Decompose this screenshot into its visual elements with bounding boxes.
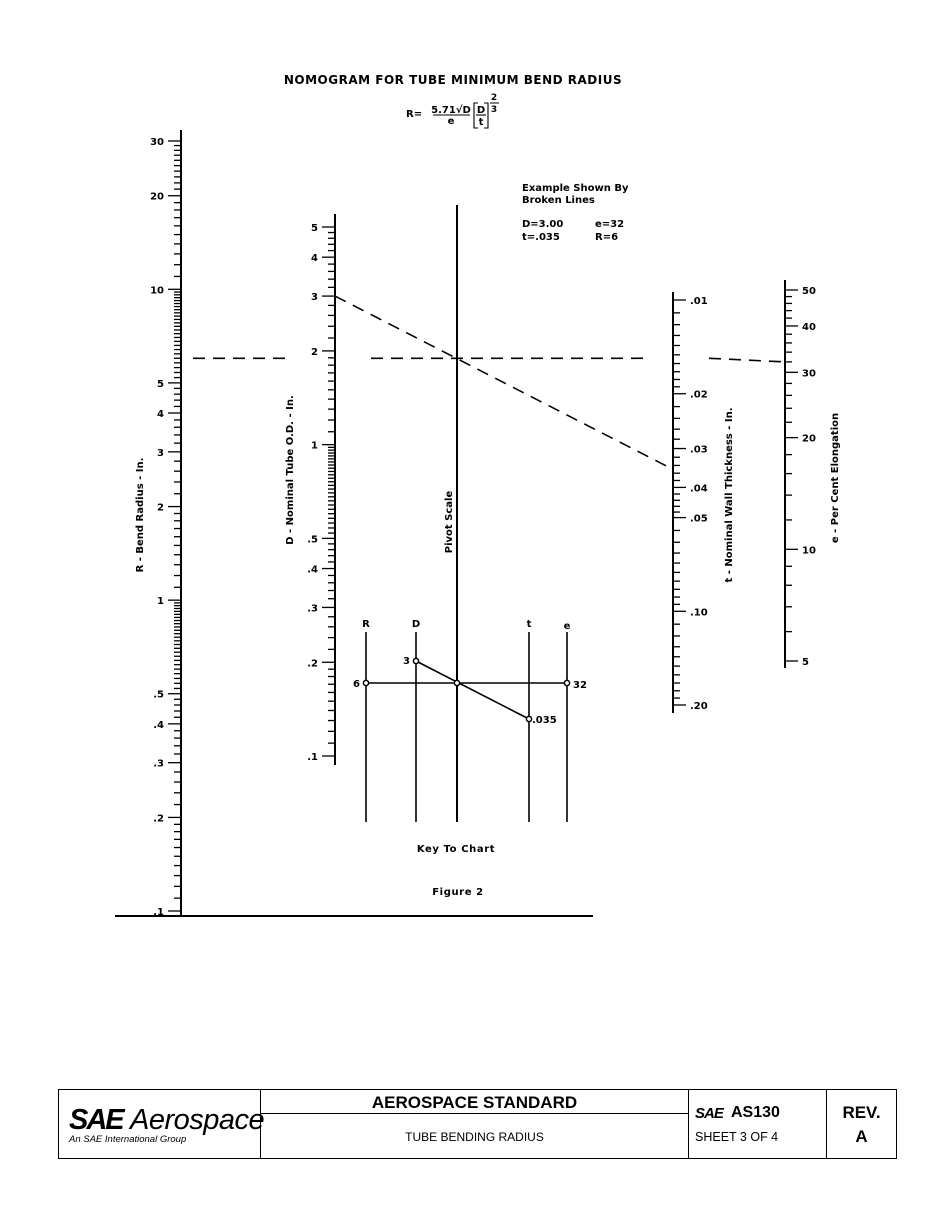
d-scale-ticks — [307, 223, 335, 763]
d-scale-tick-label: 1 — [311, 440, 318, 452]
e-scale-ticks — [785, 286, 816, 668]
r-scale-label: R - Bend Radius - In. — [135, 457, 146, 573]
example-note — [522, 183, 629, 243]
r-scale-tick-label: .1 — [153, 907, 164, 918]
key-to-chart — [353, 619, 587, 855]
t-scale-tick-label: .20 — [690, 701, 708, 712]
revision-cell — [827, 1090, 896, 1158]
d-scale-tick-label: .5 — [307, 534, 318, 546]
d-scale-tick-label: .4 — [307, 564, 318, 576]
d-scale-tick-label: .3 — [307, 603, 318, 615]
r-scale-tick-label: .3 — [153, 758, 164, 770]
example-heading-2: Broken Lines — [522, 195, 595, 206]
sheet-number: SHEET 3 OF 4 — [695, 1130, 779, 1144]
key-pivot-point — [454, 680, 459, 685]
formula-exp-den: 3 — [490, 105, 498, 115]
key-e-point — [564, 680, 569, 685]
revision-label: REV. — [842, 1103, 881, 1122]
r-scale-ticks — [150, 137, 181, 918]
sae-logo-wordmark: Aerospace — [130, 1104, 265, 1136]
e-scale-tick-label: 20 — [802, 433, 816, 445]
e-scale-tick-label: 30 — [802, 368, 816, 380]
key-header-d: D — [411, 619, 421, 630]
t-scale-tick-label: .01 — [690, 296, 708, 307]
logo-cell — [59, 1090, 265, 1158]
t-scale-tick-label: .03 — [690, 444, 708, 456]
d-scale-tick-label: .2 — [307, 658, 318, 670]
example-r: R=6 — [595, 232, 619, 243]
example-e-line — [709, 358, 785, 362]
key-title: Key To Chart — [416, 844, 496, 855]
r-scale-tick-label: 3 — [157, 447, 164, 459]
formula-exp-num: 2 — [490, 93, 498, 103]
t-scale-tick-label: .05 — [690, 513, 708, 525]
formula-lhs: R= — [406, 109, 423, 120]
t-scale-tick-label: .02 — [690, 389, 708, 401]
r-scale-tick-label: 5 — [157, 378, 164, 390]
revision-value: A — [855, 1127, 868, 1146]
r-scale-tick-label: 20 — [150, 191, 164, 203]
r-scale-tick-label: 1 — [157, 596, 164, 608]
example-d-t-line — [335, 296, 673, 469]
key-header-r: R — [362, 619, 370, 630]
sae-logo-mark: SAE — [69, 1104, 123, 1136]
pivot-scale-label: Pivot Scale — [444, 490, 455, 554]
d-scale-tick-label: 5 — [311, 223, 318, 234]
document-number: AS130 — [731, 1104, 780, 1121]
example-broken-lines — [193, 296, 785, 469]
e-scale-tick-label: 40 — [802, 321, 816, 333]
figure-title: NOMOGRAM FOR TUBE MINIMUM BEND RADIUS — [283, 73, 623, 87]
formula-bracket-num: D — [476, 105, 486, 116]
r-scale-tick-label: 4 — [157, 409, 164, 421]
key-t-point — [526, 716, 531, 721]
e-scale-tick-label: 50 — [802, 286, 816, 297]
key-r-point — [363, 680, 368, 685]
r-scale-tick-label: .5 — [153, 689, 164, 701]
sae-logo-tagline: An SAE International Group — [69, 1134, 187, 1145]
formula — [406, 93, 499, 128]
d-scale-tick-label: .1 — [307, 752, 318, 763]
d-scale-tick-label: 4 — [311, 253, 318, 265]
key-value-t: .035 — [532, 715, 557, 726]
d-scale-label: D - Nominal Tube O.D. - In. — [285, 395, 296, 545]
t-scale-label: t - Nominal Wall Thickness - In. — [724, 407, 735, 583]
formula-denominator: e — [447, 116, 455, 127]
document-number-cell — [689, 1090, 827, 1158]
standard-cell — [261, 1090, 689, 1158]
title-block — [58, 1089, 897, 1159]
e-scale-label: e - Per Cent Elongation — [830, 412, 841, 544]
key-diagonal-line — [416, 661, 529, 719]
e-scale-tick-label: 10 — [802, 545, 816, 557]
key-value-e: 32 — [573, 680, 587, 691]
formula-bracket-den: t — [478, 117, 484, 128]
document-title: TUBE BENDING RADIUS — [405, 1130, 544, 1144]
figure-caption: Figure 2 — [432, 887, 484, 898]
t-scale-tick-label: .10 — [690, 607, 708, 619]
r-scale-tick-label: .4 — [153, 719, 164, 731]
d-scale-tick-label: 2 — [311, 346, 318, 358]
example-t: t=.035 — [522, 232, 560, 243]
r-scale-tick-label: 2 — [157, 502, 164, 514]
example-d: D=3.00 — [522, 219, 564, 230]
r-scale-tick-label: .2 — [153, 813, 164, 825]
example-e: e=32 — [595, 219, 625, 230]
r-scale-tick-label: 10 — [150, 285, 164, 297]
standard-type: AEROSPACE STANDARD — [371, 1093, 578, 1112]
e-scale-tick-label: 5 — [802, 657, 809, 668]
standard-divider — [261, 1113, 688, 1114]
t-scale-ticks — [673, 296, 708, 712]
key-header-t: t — [526, 619, 532, 630]
key-value-r: 6 — [353, 679, 360, 690]
example-heading-1: Example Shown By — [522, 183, 629, 194]
formula-numerator: 5.71√D — [431, 105, 471, 116]
key-value-d: 3 — [403, 656, 410, 667]
sae-small-logo: SAE — [695, 1105, 723, 1122]
d-scale-tick-label: 3 — [311, 292, 318, 304]
r-scale-tick-label: 30 — [150, 137, 164, 148]
t-scale-tick-label: .04 — [690, 483, 708, 495]
key-header-e: e — [563, 621, 571, 632]
key-d-point — [413, 658, 418, 663]
